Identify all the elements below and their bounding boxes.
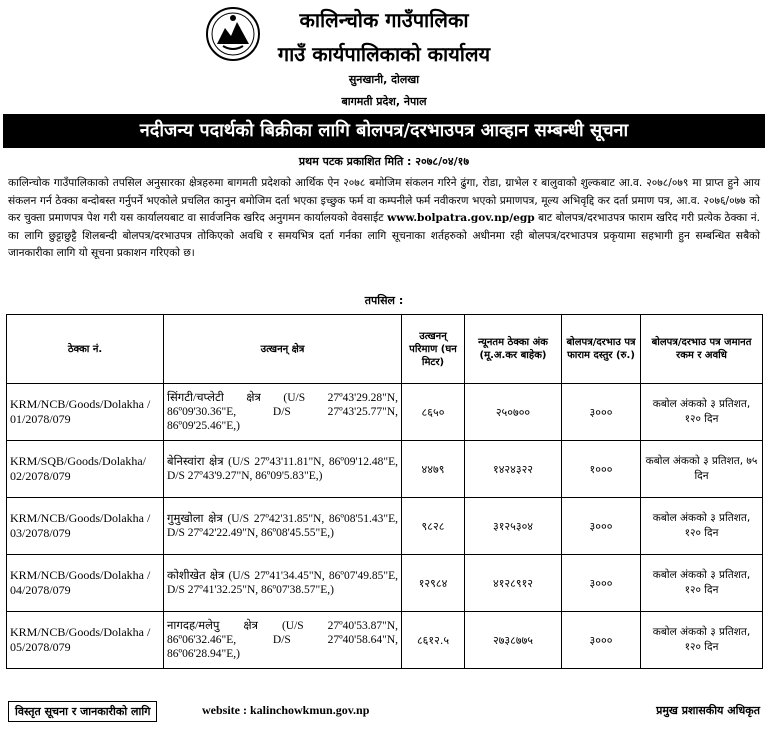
header-form-fee: बोलपत्र/दरभाउ पत्र फाराम दस्तुर (रु.) bbox=[562, 315, 641, 384]
form-fee: १००० bbox=[562, 441, 641, 498]
office-province: बागमती प्रदेश, नेपाल bbox=[341, 95, 427, 108]
bolpatra-website: www.bolpatra.gov.np/egp bbox=[387, 212, 535, 225]
contract-number: KRM/NCB/Goods/Dolakha / 01/2078/079 bbox=[7, 384, 164, 441]
table-row bbox=[7, 612, 763, 669]
publication-date: प्रथम पटक प्रकाशित मिति : २०७८/०४/१७ bbox=[298, 155, 470, 168]
letterhead bbox=[0, 0, 768, 112]
header-deposit: बोलपत्र/दरभाउ पत्र जमानत रकम र अवधि bbox=[641, 315, 763, 384]
contracts-table bbox=[6, 314, 763, 669]
deposit: कबोल अंकको ३ प्रतिशत, ७५ दिन bbox=[641, 441, 763, 498]
deposit: कबोल अंकको ३ प्रतिशत, १२० दिन bbox=[641, 612, 763, 669]
min-amount: ४१२८९१२ bbox=[465, 555, 562, 612]
quantity: ८६१२.५ bbox=[402, 612, 465, 669]
paragraph-part1: कालिन्चोक गाउँपालिकाको तपसिल अनुसारका क्षेत्रहरुमा बागमती प्रदेशको आर्थिक ऐन २०७८ बमोजिम संकलन गरिने ढुंगा, रोडा, ग्राभेल र बालुवाको शुल्कबाट आ.व. २०७८/०७९ मा प्राप्त हुने आय संकलन गर्न ठेक्का बन्दोबस्त गर्नुपर्ने भएकोले प्रचलित कानुन बमोजिम दर्ता भएका इच्छुक फर्म वा कम्पनीले फर्म नवीकरण भएको प्रमाणपत्र, मूल्य अभिवृद्दि कर दर्ता प्रमाण पत्र, आ.व. २०७६/०७७ को कर चुक्ता प्रमाणपत्र पेश गरी यस कार्यालयबाट वा सार्वजनिक खरिद अनुगमन कार्यालयको वेवसाईट bbox=[8, 177, 760, 225]
notice-title-banner: नदीजन्य पदार्थको बिक्रीका लागि बोलपत्र/दरभाउपत्र आव्हान सम्बन्धी सूचना bbox=[3, 114, 765, 148]
quantity: ८६५० bbox=[402, 384, 465, 441]
min-amount: १४२४३२२ bbox=[465, 441, 562, 498]
form-fee: ३००० bbox=[562, 384, 641, 441]
office-subtitle: गाउँ कार्यपालिकाको कार्यालय bbox=[277, 42, 491, 66]
min-amount: २५०७०० bbox=[465, 384, 562, 441]
table-row bbox=[7, 498, 763, 555]
min-amount: २७३८७७५ bbox=[465, 612, 562, 669]
table-row bbox=[7, 555, 763, 612]
form-fee: ३००० bbox=[562, 555, 641, 612]
office-name: कालिन्चोक गाउँपालिका bbox=[299, 8, 469, 32]
excavation-area: कोशीखेत क्षेत्र (U/S 27º41'34.45"N, 86º07'49.85"E, D/S 27º41'32.25"N, 86º07'38.57"E,) bbox=[164, 555, 402, 612]
website-link[interactable]: website : kalinchowkmun.gov.np bbox=[202, 703, 370, 717]
quantity: ४४७९ bbox=[402, 441, 465, 498]
excavation-area: गुमुखोला क्षेत्र (U/S 27º42'31.85"N, 86º08'51.43"E, D/S 27º42'22.49"N, 86º08'45.55"E,) bbox=[164, 498, 402, 555]
excavation-area: बेनिस्वांरा क्षेत्र (U/S 27º43'11.81"N, 86º09'12.48"E, D/S 27º43'9.27"N, 86º09'5.83"E,) bbox=[164, 441, 402, 498]
deposit: कबोल अंकको ३ प्रतिशत, १२० दिन bbox=[641, 498, 763, 555]
notice-paragraph bbox=[8, 175, 760, 263]
min-amount: ३१२५३०४ bbox=[465, 498, 562, 555]
form-fee: ३००० bbox=[562, 498, 641, 555]
contract-number: KRM/NCB/Goods/Dolakha / 04/2078/079 bbox=[7, 555, 164, 612]
deposit: कबोल अंकको ३ प्रतिशत, १२० दिन bbox=[641, 555, 763, 612]
contract-number: KRM/NCB/Goods/Dolakha / 05/2078/079 bbox=[7, 612, 164, 669]
form-fee: ३००० bbox=[562, 612, 641, 669]
deposit: कबोल अंकको ३ प्रतिशत, १२० दिन bbox=[641, 384, 763, 441]
office-address: सुनखानी, दोलखा bbox=[348, 73, 420, 86]
more-info-label: विस्तृत सूचना र जानकारीको लागि bbox=[8, 701, 157, 722]
table-row bbox=[7, 441, 763, 498]
table-row bbox=[7, 384, 763, 441]
quantity: १२९८४ bbox=[402, 555, 465, 612]
signatory-title: प्रमुख प्रशासकीय अधिकृत bbox=[656, 704, 760, 717]
details-label: तपसिल : bbox=[364, 294, 404, 307]
contract-number: KRM/NCB/Goods/Dolakha / 03/2078/079 bbox=[7, 498, 164, 555]
header-quantity: उत्खनन् परिमाण (घन मिटर) bbox=[402, 315, 465, 384]
table-header-row bbox=[7, 315, 763, 384]
excavation-area: नागदह/मलेपु क्षेत्र (U/S 27º40'53.87"N, 86º06'32.46"E, D/S 27º40'58.64"N, 86º06'28.94"E,) bbox=[164, 612, 402, 669]
paragraph-part2: बाट बोलपत्र/दरभाउपत्र फाराम खरिद गरी प्रत्येक ठेक्का नं. का लागि छुट्टाछुट्टै शिलबन्दी बोलपत्र/दरभाउपत्र तोकिएको अवधि र समयभित्र दर्ता गर्नका लागि सूचनाका शर्तहरुको अधीनमा रही बोलपत्र/दरभाउपत्र प्रकृयामा सहभागी हुन सम्बन्धित सबैको जानकारीका लागि यो सूचना प्रकाशन गरिएको छ। bbox=[8, 212, 760, 260]
quantity: ९८२८ bbox=[402, 498, 465, 555]
header-min-amount: न्यूनतम ठेक्का अंक (मू.अ.कर बाहेक) bbox=[465, 315, 562, 384]
header-excavation-area: उत्खनन् क्षेत्र bbox=[164, 315, 402, 384]
header-contract-no: ठेक्का नं. bbox=[7, 315, 164, 384]
contract-number: KRM/SQB/Goods/Dolakha/ 02/2078/079 bbox=[7, 441, 164, 498]
excavation-area: सिंगटी/चप्लेटी क्षेत्र (U/S 27º43'29.28"N, 86º09'30.36"E, D/S 27º43'25.77"N, 86º09'25.46"E,) bbox=[164, 384, 402, 441]
